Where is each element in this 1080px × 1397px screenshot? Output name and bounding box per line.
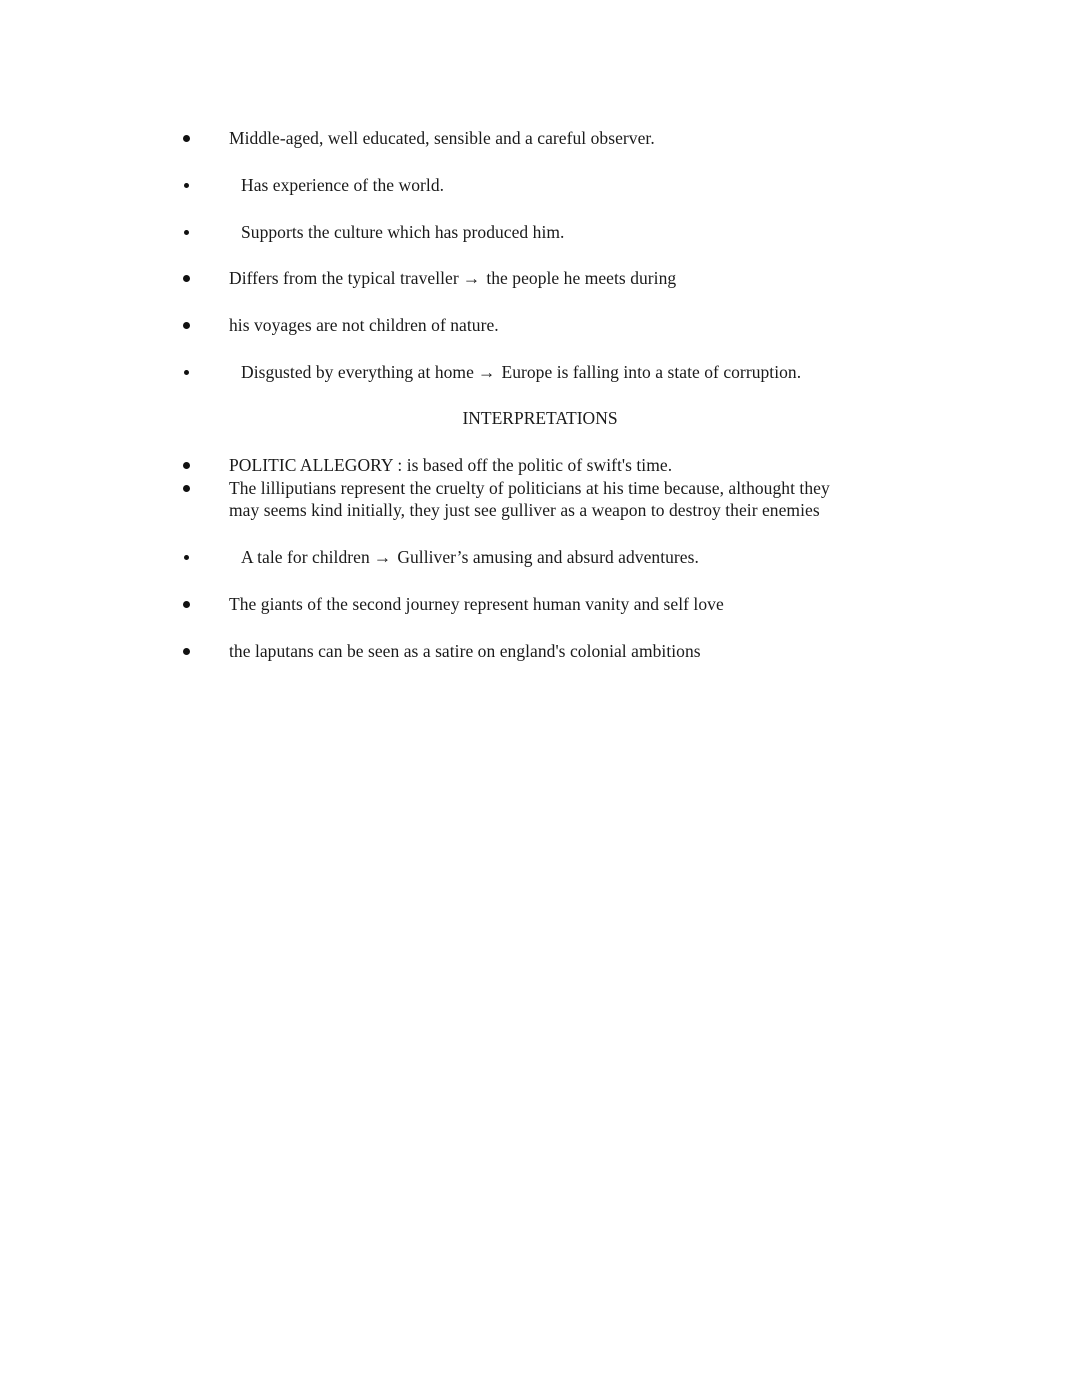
- interpretation-lilliputians-line1: The lilliputians represent the cruelty of politicians at his time because, althought they: [229, 478, 830, 498]
- bullet-dot: [183, 275, 190, 282]
- interpretation-lilliputians-line2: may seems kind initially, they just see gulliver as a weapon to destroy their enemies: [229, 500, 820, 520]
- bullet-dot: [183, 135, 190, 142]
- interpretation-allegory: POLITIC ALLEGORY : is based off the politic of swift's time.: [229, 455, 673, 475]
- interpretation-tale-after: Gulliver’s amusing and absurd adventures.: [397, 547, 699, 567]
- right-arrow-icon: →: [373, 547, 392, 567]
- bullet-dot: [184, 555, 189, 560]
- bullet-dot: [183, 322, 190, 329]
- trait-middle-aged: Middle-aged, well educated, sensible and a careful observer.: [229, 128, 655, 148]
- bullet-dot: [183, 462, 190, 469]
- trait-supports-culture: Supports the culture which has produced him.: [241, 222, 565, 242]
- interpretation-tale: [241, 546, 699, 569]
- bullet-dot: [183, 485, 190, 492]
- trait-differs-before: Differs from the typical traveller: [229, 268, 459, 288]
- bullet-dot: [184, 183, 189, 188]
- trait-disgusted-before: Disgusted by everything at home: [241, 362, 474, 382]
- bullet-dot: [184, 370, 189, 375]
- trait-experience: Has experience of the world.: [241, 175, 445, 195]
- interpretation-giants: The giants of the second journey represent human vanity and self love: [229, 594, 724, 614]
- section-heading: INTERPRETATIONS: [462, 408, 618, 428]
- trait-disgusted: [241, 361, 801, 384]
- bullet-dot: [184, 230, 189, 235]
- right-arrow-icon: →: [462, 268, 481, 288]
- trait-differs-after: the people he meets during: [486, 268, 677, 288]
- interpretation-tale-before: A tale for children: [241, 547, 370, 567]
- trait-voyages: his voyages are not children of nature.: [229, 315, 499, 335]
- bullet-dot: [183, 601, 190, 608]
- interpretation-laputans: the laputans can be seen as a satire on england's colonial ambitions: [229, 641, 701, 661]
- right-arrow-icon: →: [477, 362, 496, 382]
- trait-disgusted-after: Europe is falling into a state of corruption.: [501, 362, 802, 382]
- trait-differs: [229, 267, 676, 290]
- bullet-dot: [183, 648, 190, 655]
